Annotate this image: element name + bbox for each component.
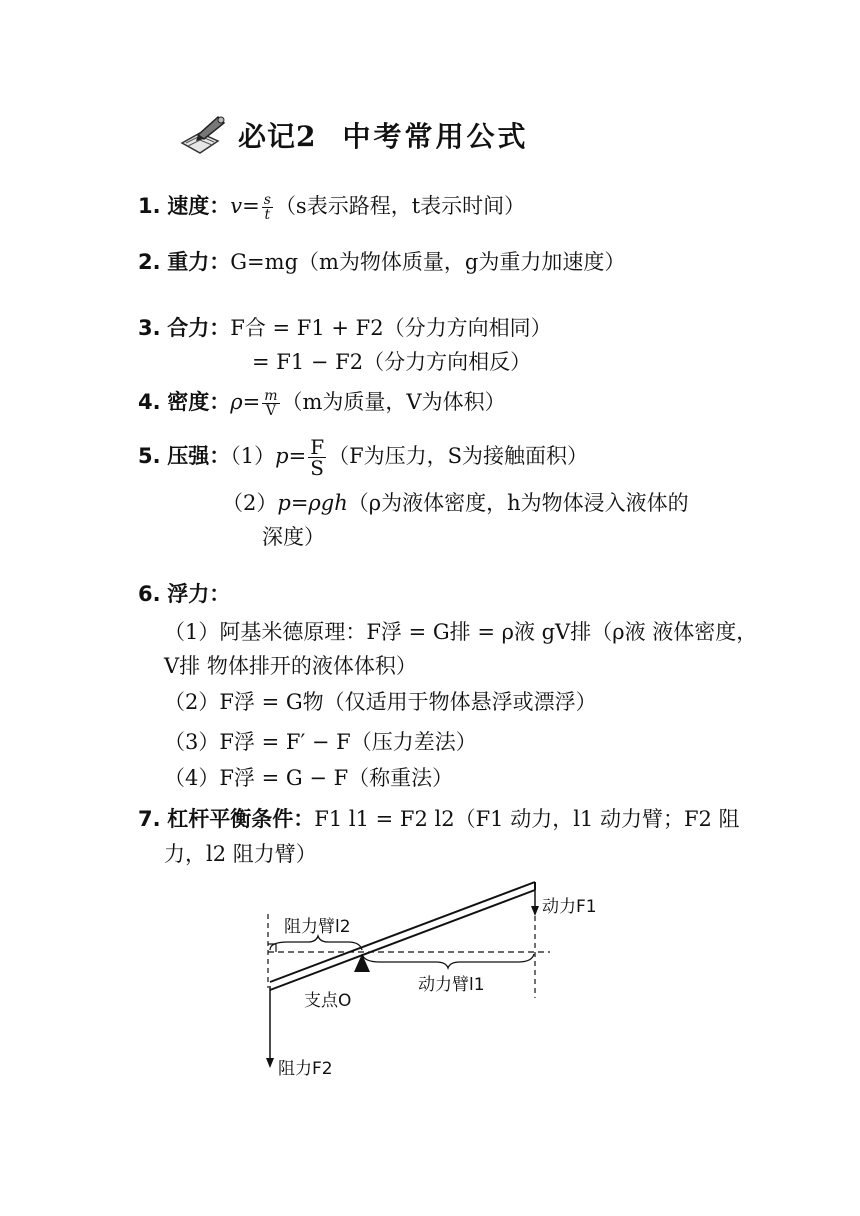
- pressure-formula-line-1: [138, 437, 588, 478]
- formula: p=ρgh: [277, 491, 348, 515]
- item-label: 浮力：: [167, 582, 231, 606]
- pressure-formula-line-2: [222, 490, 689, 516]
- resultant-formula-line-1: [138, 315, 552, 341]
- formula: = F1 − F2: [252, 350, 364, 374]
- item-note: （m为质量，V为体积）: [281, 390, 506, 414]
- pen-notebook-icon: [178, 113, 230, 157]
- formula: F合 = F1 + F2: [230, 316, 384, 340]
- item-note: （分力方向相反）: [363, 350, 532, 374]
- effort-arm-label: 动力臂l1: [418, 975, 485, 995]
- buoyancy-heading: [138, 581, 230, 607]
- item-label: 密度：: [167, 390, 231, 414]
- formula: p=: [275, 444, 307, 468]
- fraction: [308, 437, 326, 478]
- fulcrum-label: 支点O: [304, 991, 352, 1011]
- effort-force-label: 动力F1: [542, 897, 597, 917]
- item-number: 6.: [138, 582, 161, 606]
- item-label: 速度：: [167, 194, 231, 218]
- buoyancy-suspension-line: （2）F浮 = G物（仅适用于物体悬浮或漂浮）: [164, 690, 597, 714]
- sub-item-number: （2）: [222, 491, 278, 515]
- pressure-note-continuation: 深度）: [262, 525, 325, 549]
- buoyancy-archimedes-line: （1）阿基米德原理：F浮 = G排 = ρ液 gV排（ρ液 液体密度，: [164, 620, 758, 644]
- speed-formula-line: [138, 193, 525, 222]
- item-number: 5.: [138, 444, 161, 468]
- sub-item-number: （1）: [230, 444, 276, 468]
- item-note: （F为压力，S为接触面积）: [328, 444, 589, 468]
- page-title: [178, 110, 529, 160]
- item-label: 合力：: [167, 316, 231, 340]
- numerator: F: [310, 435, 325, 459]
- resistance-force-label: 阻力F2: [278, 1059, 333, 1079]
- lever-diagram: [240, 870, 620, 1090]
- lever-formula-line: [138, 806, 740, 832]
- item-number: 1.: [138, 194, 161, 218]
- density-formula-line: [138, 389, 506, 418]
- formula: v=: [230, 194, 260, 218]
- item-note: （m为物体质量，g为重力加速度）: [298, 250, 626, 274]
- item-label: 杠杆平衡条件：: [167, 807, 315, 831]
- buoyancy-weighing-line: （4）F浮 = G − F（称重法）: [164, 766, 454, 790]
- item-note: （s表示路程，t表示时间）: [274, 194, 526, 218]
- resistance-arm-label: 阻力臂l2: [284, 917, 351, 937]
- numerator: m: [264, 388, 278, 404]
- buoyancy-archimedes-continuation: V排 物体排开的液体体积）: [164, 654, 417, 678]
- gravity-formula-line: [138, 249, 625, 275]
- item-number: 2.: [138, 250, 161, 274]
- formula: ρ=: [230, 390, 261, 414]
- item-note: （ρ为液体密度，h为物体浸入液体的: [347, 491, 689, 515]
- item-note: （分力方向相同）: [383, 316, 552, 340]
- buoyancy-pressure-diff-line: （3）F浮 = F′ − F（压力差法）: [164, 730, 477, 754]
- item-number: 4.: [138, 390, 161, 414]
- item-number: 3.: [138, 316, 161, 340]
- item-label: 重力：: [167, 250, 231, 274]
- numerator: s: [263, 192, 271, 208]
- resistance-force-arrow: [266, 986, 274, 1068]
- denominator: S: [310, 456, 324, 480]
- resultant-formula-line-2: [252, 349, 531, 375]
- denominator: t: [264, 207, 271, 223]
- formula: G=mg: [230, 250, 299, 274]
- denominator: V: [265, 403, 276, 419]
- effort-force-arrow: [531, 890, 539, 916]
- effort-arm-brace: [362, 954, 534, 968]
- fraction: [262, 193, 273, 222]
- title-prefix: 必记2: [238, 120, 317, 153]
- item-label: 压强：: [167, 444, 231, 468]
- item-number: 7.: [138, 807, 161, 831]
- lever-note-continuation: 力，l2 阻力臂）: [164, 842, 317, 866]
- formula: F1 l1 = F2 l2（F1 动力，l1 动力臂；F2 阻: [314, 807, 740, 831]
- resistance-arm-brace: [270, 936, 362, 950]
- title-main: 中考常用公式: [342, 120, 529, 153]
- fraction: [262, 389, 279, 418]
